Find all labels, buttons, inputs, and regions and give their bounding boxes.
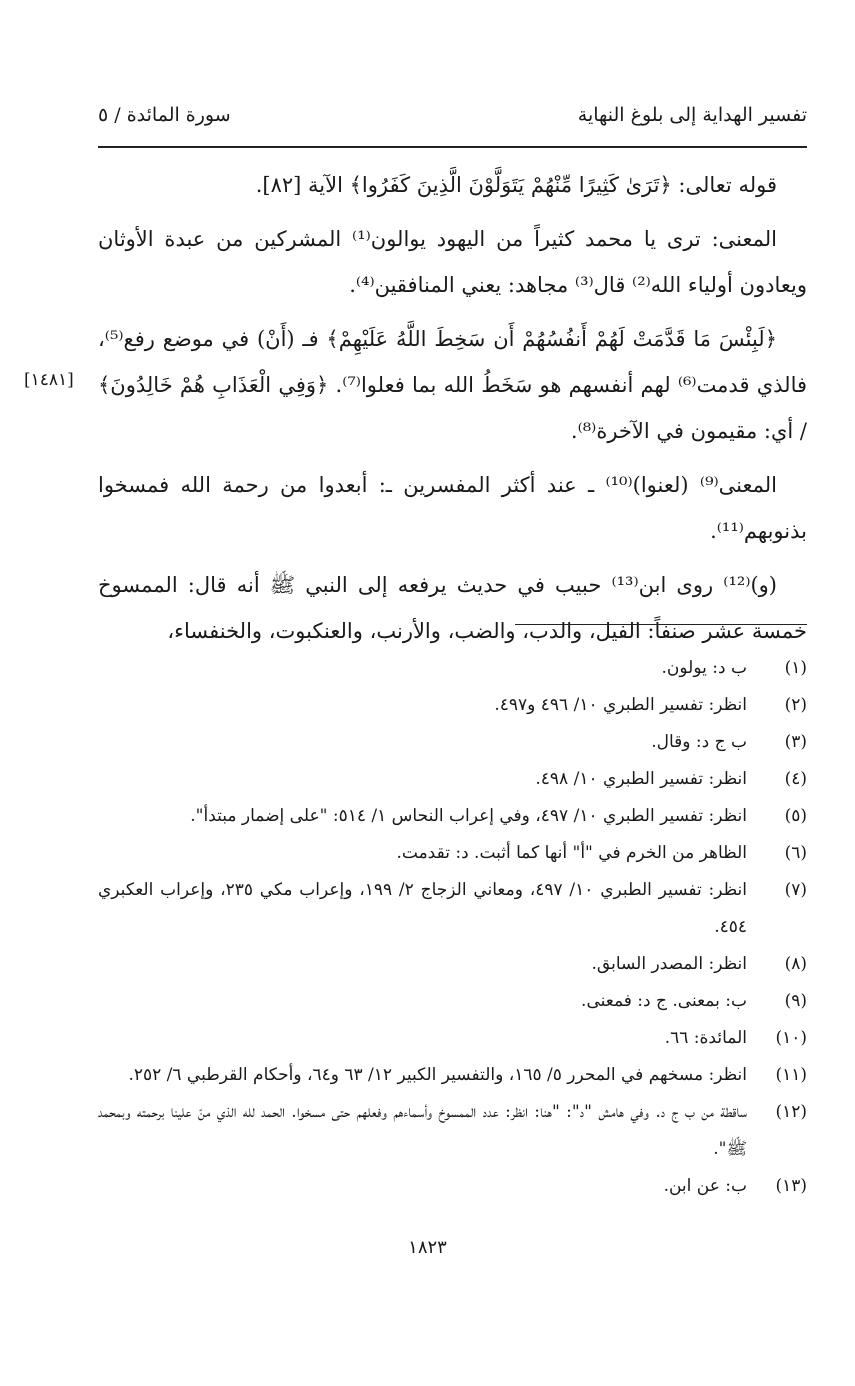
footnote-text: ب ج د: وقال.	[651, 732, 747, 752]
manuscript-folio-marker: [١٤٨١]	[24, 370, 74, 390]
footnote-number: (٩)	[784, 991, 807, 1011]
footnote-number: (١٠)	[775, 1028, 807, 1048]
footnote-number: (٢)	[784, 695, 807, 715]
footnote-separator	[515, 624, 807, 625]
page-number: ١٨٢٣	[408, 1237, 447, 1258]
running-header	[98, 104, 807, 140]
footnote-text: ب: عن ابن.	[663, 1176, 747, 1196]
paragraph-verse-explanation: ﴿لَبِئْسَ مَا قَدَّمَتْ لَهُمْ أَنفُسُهُمْ أَن سَخِطَ اللَّهُ عَلَيْهِمْ﴾ فـ (أَنْ) في موضع رفع⁽⁵⁾، فالذي قدمت⁽⁶⁾ لهم أنفسهم هو سَخَطُ الله بما فعلوا⁽⁷⁾. ﴿وَفِي الْعَذَابِ هُمْ خَالِدُونَ﴾ / أي: مقيمون في الآخرة⁽⁸⁾.	[98, 327, 808, 443]
footnote-number: (٦)	[784, 843, 807, 863]
footnote-text: انظر: تفسير الطبري ١٠/ ٤٩٨.	[535, 769, 747, 789]
footnote-text: انظر: مسخهم في المحرر ٥/ ١٦٥، والتفسير الكبير ١٢/ ٦٣ و٦٤، وأحكام القرطبي ٦/ ٢٥٢.	[128, 1065, 747, 1085]
footnote-number: (١١)	[775, 1065, 807, 1085]
footnote-number: (١٣)	[775, 1176, 807, 1196]
footnote-text: انظر: تفسير الطبري ١٠/ ٤٩٦ و٤٩٧.	[494, 695, 747, 715]
footnote	[98, 798, 807, 835]
footnote-number: (٥)	[784, 806, 807, 826]
footnote	[98, 761, 807, 798]
surah-label: سورة المائدة / ٥	[98, 104, 231, 126]
footnote-text: انظر: تفسير الطبري ١٠/ ٤٩٧، وفي إعراب النحاس ١/ ٥١٤: "على إضمار مبتدأ".	[190, 806, 747, 826]
footnotes	[98, 650, 807, 1205]
footnote	[98, 983, 807, 1020]
footnote	[98, 872, 807, 946]
paragraph-meaning: المعنى: ترى يا محمد كثيراً من اليهود يوالون⁽¹⁾ المشركين من عبدة الأوثان ويعادون أولياء الله⁽²⁾ قال⁽³⁾ مجاهد: يعني المنافقين⁽⁴⁾.	[98, 227, 807, 297]
footnote-text: انظر: تفسير الطبري ١٠/ ٤٩٧، ومعاني الزجاج ٢/ ١٩٩، وإعراب مكي ٢٣٥، وإعراب العكبري ٤٥٤.	[98, 880, 747, 937]
footnote	[98, 687, 807, 724]
footnote-text: الظاهر من الخرم في "أ" أنها كما أثبت. د: تقدمت.	[396, 843, 747, 863]
footnote-text: ب: بمعنى. ج د: فمعنى.	[581, 991, 747, 1011]
footnote	[98, 946, 807, 983]
footnote-number: (٣)	[784, 732, 807, 752]
footnote-text: ب د: يولون.	[661, 658, 747, 678]
footnote-text: المائدة: ٦٦.	[664, 1028, 747, 1048]
paragraph-verse-intro: قوله تعالى: ﴿تَرَىٰ كَثِيرًا مِّنْهُمْ يَتَوَلَّوْنَ الَّذِينَ كَفَرُوا﴾ الآية [٨٢].	[255, 173, 777, 197]
footnote-number: (٨)	[784, 954, 807, 974]
footnote	[98, 1168, 807, 1205]
footnote-text: ساقطة من ب ج د. وفي هامش "د": "هنا: انظر: عدد الممسوخ وأسماءهم وفعلهم حتى مسخوا. الحمد لله الذي منّ علينا برحمته وبمحمد ﷺ".	[98, 1102, 747, 1159]
paragraph-curse-meaning: المعنى⁽⁹⁾ (لعنوا)⁽¹⁰⁾ ـ عند أكثر المفسرين ـ: أبعدوا من رحمة الله فمسخوا بذنوبهم⁽¹¹⁾.	[98, 473, 807, 543]
footnote-number: (٧)	[784, 880, 807, 900]
main-text	[98, 162, 807, 662]
footnote	[98, 1057, 807, 1094]
footnote	[98, 724, 807, 761]
footnote-number: (١٢)	[775, 1102, 807, 1122]
footnote	[98, 650, 807, 687]
footnote	[98, 1020, 807, 1057]
footnote-number: (٤)	[784, 769, 807, 789]
footnote-number: (١)	[784, 658, 807, 678]
book-title: تفسير الهداية إلى بلوغ النهاية	[577, 104, 807, 126]
footnote	[98, 835, 807, 872]
header-rule	[98, 146, 807, 148]
footnote	[98, 1094, 807, 1168]
footnote-text: انظر: المصدر السابق.	[591, 954, 747, 974]
paragraph-hadith: (و)⁽¹²⁾ روى ابن⁽¹³⁾ حبيب في حديث يرفعه إلى النبي ﷺ أنه قال: الممسوخ خمسة عشر صنفاً: الفيل، والدب، والضب، والأرنب، والعنكبوت، والخنفساء،	[98, 573, 807, 643]
